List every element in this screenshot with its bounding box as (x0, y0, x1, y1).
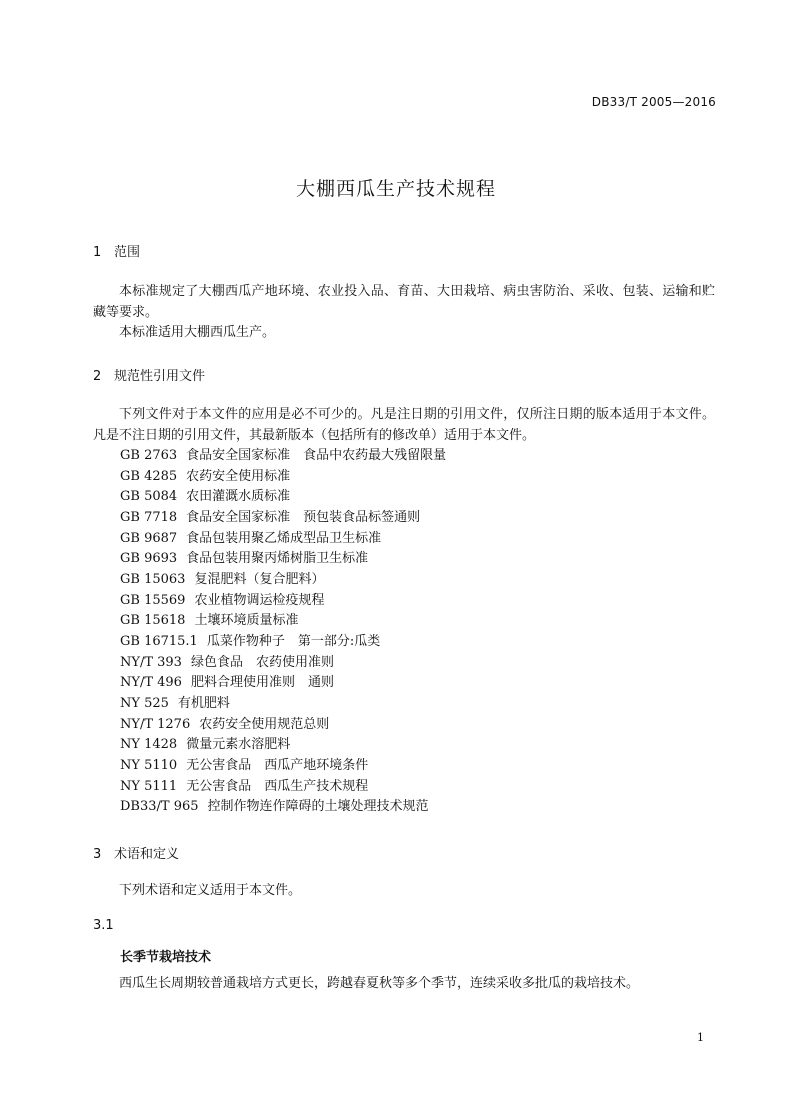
reference-code: GB 16715.1 (120, 633, 198, 649)
reference-name: 有机肥料 (177, 695, 230, 711)
reference-item (120, 777, 446, 798)
reference-item (120, 549, 446, 570)
reference-item (120, 570, 446, 591)
reference-code: GB 7718 (120, 509, 178, 525)
reference-name: 绿色食品 农药使用准则 (190, 654, 334, 670)
reference-code: NY 525 (120, 695, 169, 711)
reference-code: NY/T 1276 (120, 716, 191, 732)
reference-name: 食品包装用聚乙烯成型品卫生标准 (186, 530, 382, 546)
reference-code: GB 9687 (120, 530, 178, 546)
section-1-paragraph-1: 本标准规定了大棚西瓜产地环境、农业投入品、育苗、大田栽培、病虫害防治、采收、包装、运输和贮藏等要求。 (93, 284, 715, 320)
page-number: 1 (697, 1031, 704, 1044)
reference-item (120, 467, 446, 488)
reference-item (120, 756, 446, 777)
section-3-paragraph-1: 下列术语和定义适用于本文件。 (119, 883, 302, 898)
section-2-paragraph-1: 下列文件对于本文件的应用是必不可少的。凡是注日期的引用文件，仅所注日期的版本适用于本文件。凡是不注日期的引用文件，其最新版本（包括所有的修改单）适用于本文件。 (93, 407, 715, 443)
term-definition: 西瓜生长周期较普通栽培方式更长，跨越春夏秋等多个季节，连续采收多批瓜的栽培技术。 (119, 976, 640, 991)
subsection-3-1-number: 3.1 (93, 918, 114, 933)
reference-name: 食品安全国家标准 预包装食品标签通则 (186, 509, 421, 525)
reference-item (120, 653, 446, 674)
reference-item (120, 797, 446, 818)
reference-item (120, 735, 446, 756)
reference-name: 农药安全使用标准 (186, 468, 291, 484)
section-2-heading (93, 365, 205, 384)
reference-item (120, 715, 446, 736)
reference-name: 肥料合理使用准则 通则 (190, 675, 334, 691)
reference-code: GB 5084 (120, 489, 178, 505)
reference-item (120, 591, 446, 612)
reference-code: GB 9693 (120, 551, 178, 567)
reference-code: GB 15618 (120, 613, 186, 629)
reference-code: GB 4285 (120, 468, 178, 484)
reference-code: NY 5110 (120, 757, 178, 773)
section-1-number: 1 (93, 245, 102, 260)
reference-code: GB 15569 (120, 592, 186, 608)
reference-name: 食品包装用聚丙烯树脂卫生标准 (186, 551, 369, 567)
reference-code: NY/T 393 (120, 654, 182, 670)
section-1-title: 范围 (114, 245, 141, 260)
reference-code: NY 5111 (120, 778, 178, 794)
reference-item (120, 487, 446, 508)
reference-name: 微量元素水溶肥料 (186, 737, 291, 753)
reference-name: 农业植物调运检疫规程 (194, 592, 325, 608)
section-1-paragraph-2: 本标准适用大棚西瓜生产。 (119, 325, 276, 340)
reference-name: 土壤环境质量标准 (194, 613, 299, 629)
section-3-number: 3 (93, 847, 102, 862)
reference-name: 无公害食品 西瓜生产技术规程 (186, 778, 369, 794)
reference-item (120, 529, 446, 550)
reference-name: 无公害食品 西瓜产地环境条件 (186, 757, 369, 773)
reference-item (120, 694, 446, 715)
reference-code: GB 2763 (120, 448, 178, 463)
reference-code: DB33/T 965 (120, 799, 199, 815)
reference-name: 农药安全使用规范总则 (199, 716, 330, 732)
reference-code: NY/T 496 (120, 675, 182, 691)
reference-name: 农田灌溉水质标准 (186, 489, 291, 505)
reference-item (120, 508, 446, 529)
term-title: 长季节栽培技术 (120, 950, 212, 965)
reference-item (120, 632, 446, 653)
reference-item (120, 611, 446, 632)
reference-item (120, 673, 446, 694)
normative-references-list (120, 446, 446, 818)
section-2-number: 2 (93, 369, 102, 384)
section-1-heading (93, 241, 140, 260)
reference-name: 控制作物连作障碍的土壤处理技术规范 (207, 799, 429, 815)
reference-name: 食品安全国家标准 食品中农药最大残留限量 (186, 448, 447, 463)
standard-code: DB33/T 2005—2016 (591, 95, 716, 109)
reference-code: NY 1428 (120, 737, 178, 753)
section-2-title: 规范性引用文件 (114, 369, 206, 384)
reference-item (120, 446, 446, 467)
reference-code: GB 15063 (120, 571, 186, 587)
reference-name: 复混肥料（复合肥料） (194, 571, 325, 587)
section-3-title: 术语和定义 (114, 847, 180, 862)
section-3-heading (93, 843, 179, 862)
reference-name: 瓜菜作物种子 第一部分:瓜类 (206, 633, 381, 649)
document-title: 大棚西瓜生产技术规程 (295, 178, 496, 200)
